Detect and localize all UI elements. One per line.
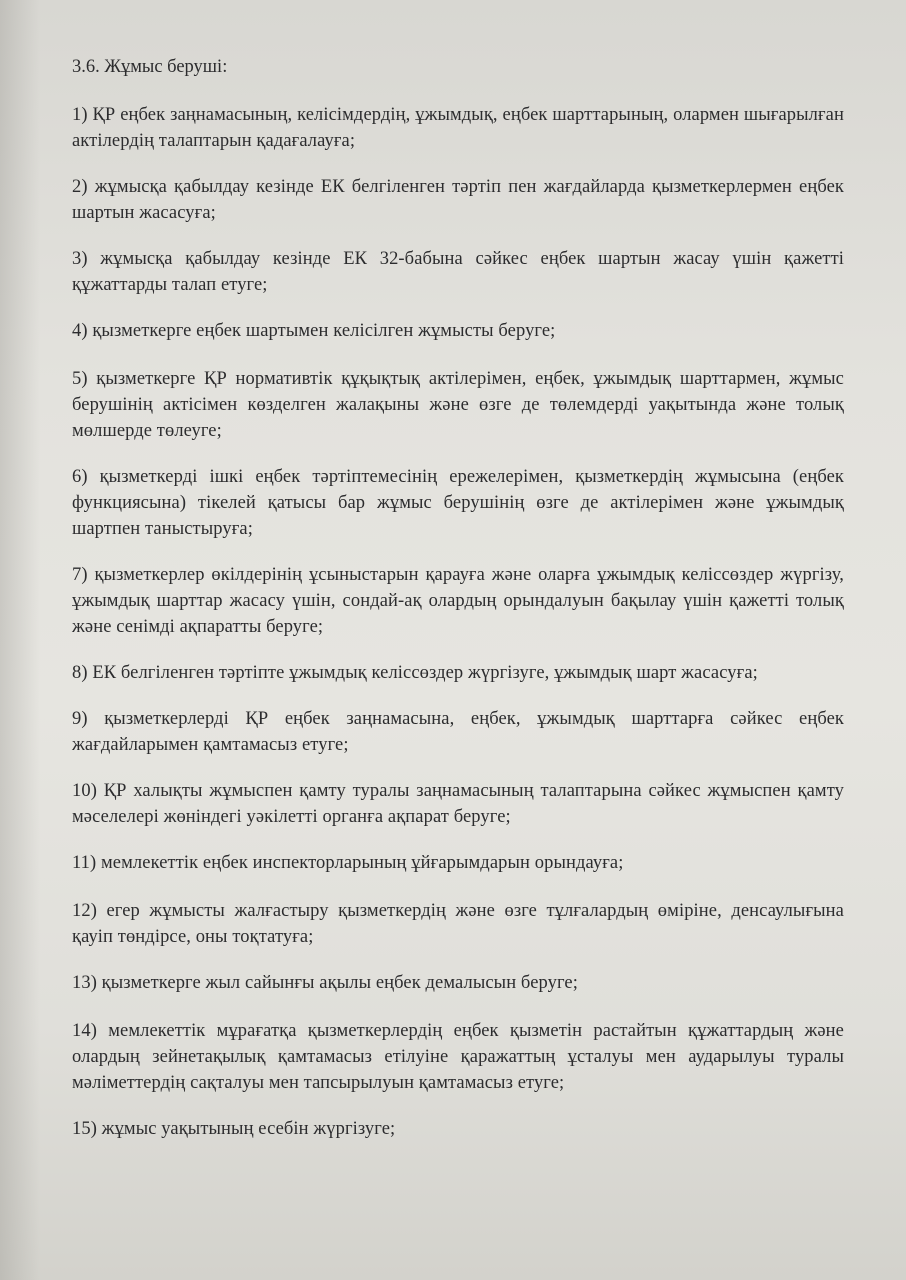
list-item-4: 4) қызметкерге еңбек шартымен келісілген жұмысты беруге; bbox=[72, 321, 556, 341]
list-item-1: 1) ҚР еңбек заңнамасының, келісімдердің, ұжымдық, еңбек шарттарының, олармен шығарылған актілердің талаптарын қадағалауға; bbox=[72, 105, 844, 151]
section-heading: 3.6. Жұмыс беруші: bbox=[72, 57, 228, 77]
list-item-9: 9) қызметкерлерді ҚР еңбек заңнамасына, еңбек, ұжымдық шарттарға сәйкес еңбек жағдайларымен қамтамасыз етуге; bbox=[72, 709, 844, 755]
page-shadow bbox=[0, 0, 40, 1280]
list-item-15: 15) жұмыс уақытының есебін жүргізуге; bbox=[72, 1119, 396, 1139]
list-item-10: 10) ҚР халықты жұмыспен қамту туралы заңнамасының талаптарына сәйкес жұмыспен қамту мәселелері жөніндегі уәкілетті органға ақпарат беруге; bbox=[72, 781, 844, 827]
list-item-12: 12) егер жұмысты жалғастыру қызметкердің және өзге тұлғалардың өміріне, денсаулығына қауіп төндірсе, оны тоқтатуға; bbox=[72, 901, 844, 947]
list-item-7: 7) қызметкерлер өкілдерінің ұсыныстарын қарауға және оларға ұжымдық келіссөздер жүргізу, ұжымдық шарттар жасасу үшін, сондай-ақ олардың орындалуын бақылау үшін қажетті толық және сенімді ақпаратты беруге; bbox=[72, 565, 844, 637]
list-item-8: 8) ЕК белгіленген тәртіпте ұжымдық келіссөздер жүргізуге, ұжымдық шарт жасасуға; bbox=[72, 663, 758, 683]
list-item-5: 5) қызметкерге ҚР нормативтік құқықтық актілерімен, еңбек, ұжымдық шарттармен, жұмыс берушінің актісімен көзделген жалақыны және өзге де төлемдерді уақытында және толық мөлшерде төлеуге; bbox=[72, 369, 844, 441]
list-item-2: 2) жұмысқа қабылдау кезінде ЕК белгіленген тәртіп пен жағдайларда қызметкерлермен еңбек шартын жасасуға; bbox=[72, 177, 844, 223]
list-item-13: 13) қызметкерге жыл сайынғы ақылы еңбек демалысын беруге; bbox=[72, 973, 578, 993]
list-item-11: 11) мемлекеттік еңбек инспекторларының ұйғарымдарын орындауға; bbox=[72, 853, 624, 873]
list-item-3: 3) жұмысқа қабылдау кезінде ЕК 32-бабына сәйкес еңбек шартын жасау үшін қажетті құжаттарды талап етуге; bbox=[72, 249, 844, 295]
list-item-14: 14) мемлекеттік мұрағатқа қызметкерлердің еңбек қызметін растайтын құжаттардың және олардың зейнетақылық қамтамасыз етілуіне қаражаттың ұсталуы мен аударылуы туралы мәліметтердің сақталуы мен тапсырылуын қамтамасыз етуге; bbox=[72, 1021, 844, 1093]
list-item-6: 6) қызметкерді ішкі еңбек тәртіптемесінің ережелерімен, қызметкердің жұмысына (еңбек функциясына) тікелей қатысы бар жұмыс берушінің өзге де актілерімен және ұжымдық шартпен таныстыруға; bbox=[72, 467, 844, 539]
